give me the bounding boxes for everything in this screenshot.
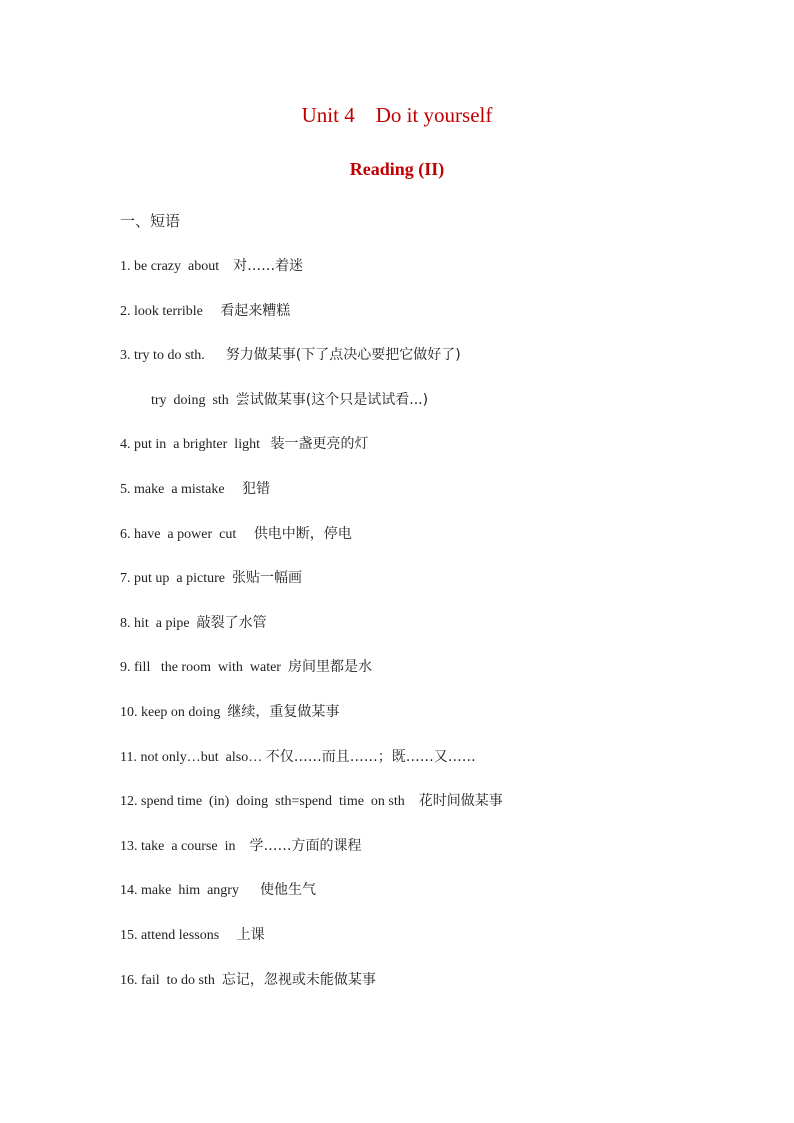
list-item [120, 655, 503, 700]
phrase-chinese: 继续，重复做某事 [227, 703, 340, 720]
list-item [120, 700, 503, 745]
list-item [120, 254, 503, 299]
list-item [120, 834, 503, 879]
phrase-list [120, 254, 503, 1012]
page-title: Unit 4 Do it yourself [301, 103, 493, 127]
phrase-english: 6. have a power cut [120, 526, 254, 542]
phrase-chinese: 看起来糟糕 [220, 302, 291, 319]
phrase-chinese: 花时间做某事 [418, 793, 503, 810]
list-item [120, 878, 503, 923]
phrase-chinese: 上课 [236, 926, 265, 943]
list-item [120, 477, 503, 522]
phrase-chinese: 敲裂了水管 [196, 614, 267, 631]
list-item [120, 432, 503, 477]
list-item [120, 299, 503, 344]
phrase-english: 10. keep on doing [120, 704, 228, 720]
list-item [120, 343, 503, 388]
phrase-english: 16. fail to do sth [120, 972, 222, 988]
phrase-english: 8. hit a pipe [120, 615, 197, 631]
phrase-chinese: 张贴一幅画 [231, 570, 302, 587]
phrase-english: 15. attend lessons [120, 927, 237, 943]
list-item [120, 388, 503, 433]
phrase-chinese: 尝试做某事(这个只是试试看...) [235, 391, 429, 408]
phrase-chinese: 使他生气 [259, 882, 316, 899]
list-item [120, 923, 503, 968]
phrase-chinese: 不仅……而且……；既……又…… [265, 748, 476, 765]
phrase-english: 13. take a course in [120, 838, 250, 854]
phrase-english: 4. put in a brighter light [120, 437, 271, 453]
phrase-english: 2. look terrible [120, 303, 221, 319]
phrase-english: try doing sth [151, 392, 236, 408]
phrase-english: 3. try to do sth. [120, 348, 226, 364]
phrase-chinese: 供电中断，停电 [253, 525, 352, 542]
section-heading: 一、短语 [120, 212, 181, 230]
phrase-english: 9. fill the room with water [120, 660, 288, 676]
phrase-english: 11. not only…but also… [120, 749, 266, 765]
list-item [120, 745, 503, 790]
phrase-english: 1. be crazy about [120, 259, 234, 274]
phrase-chinese: 房间里都是水 [287, 659, 372, 676]
phrase-chinese: 对……着迷 [233, 258, 304, 274]
page-subtitle: Reading (II) [349, 159, 445, 179]
phrase-english: 14. make him angry [120, 883, 260, 899]
phrase-chinese: 努力做某事(下了点决心要把它做好了) [225, 347, 461, 364]
list-item [120, 611, 503, 656]
list-item [120, 566, 503, 611]
list-item [120, 522, 503, 567]
phrase-chinese: 学……方面的课程 [249, 837, 362, 854]
phrase-chinese: 装一盏更亮的灯 [270, 436, 369, 453]
phrase-english: 5. make a mistake [120, 481, 243, 497]
phrase-english: 7. put up a picture [120, 571, 232, 587]
list-item [120, 968, 503, 1013]
phrase-chinese: 忘记，忽视或未能做某事 [221, 971, 376, 988]
phrase-english: 12. spend time (in) doing sth=spend time on sth [120, 794, 419, 810]
list-item [120, 789, 503, 834]
phrase-chinese: 犯错 [242, 480, 271, 497]
